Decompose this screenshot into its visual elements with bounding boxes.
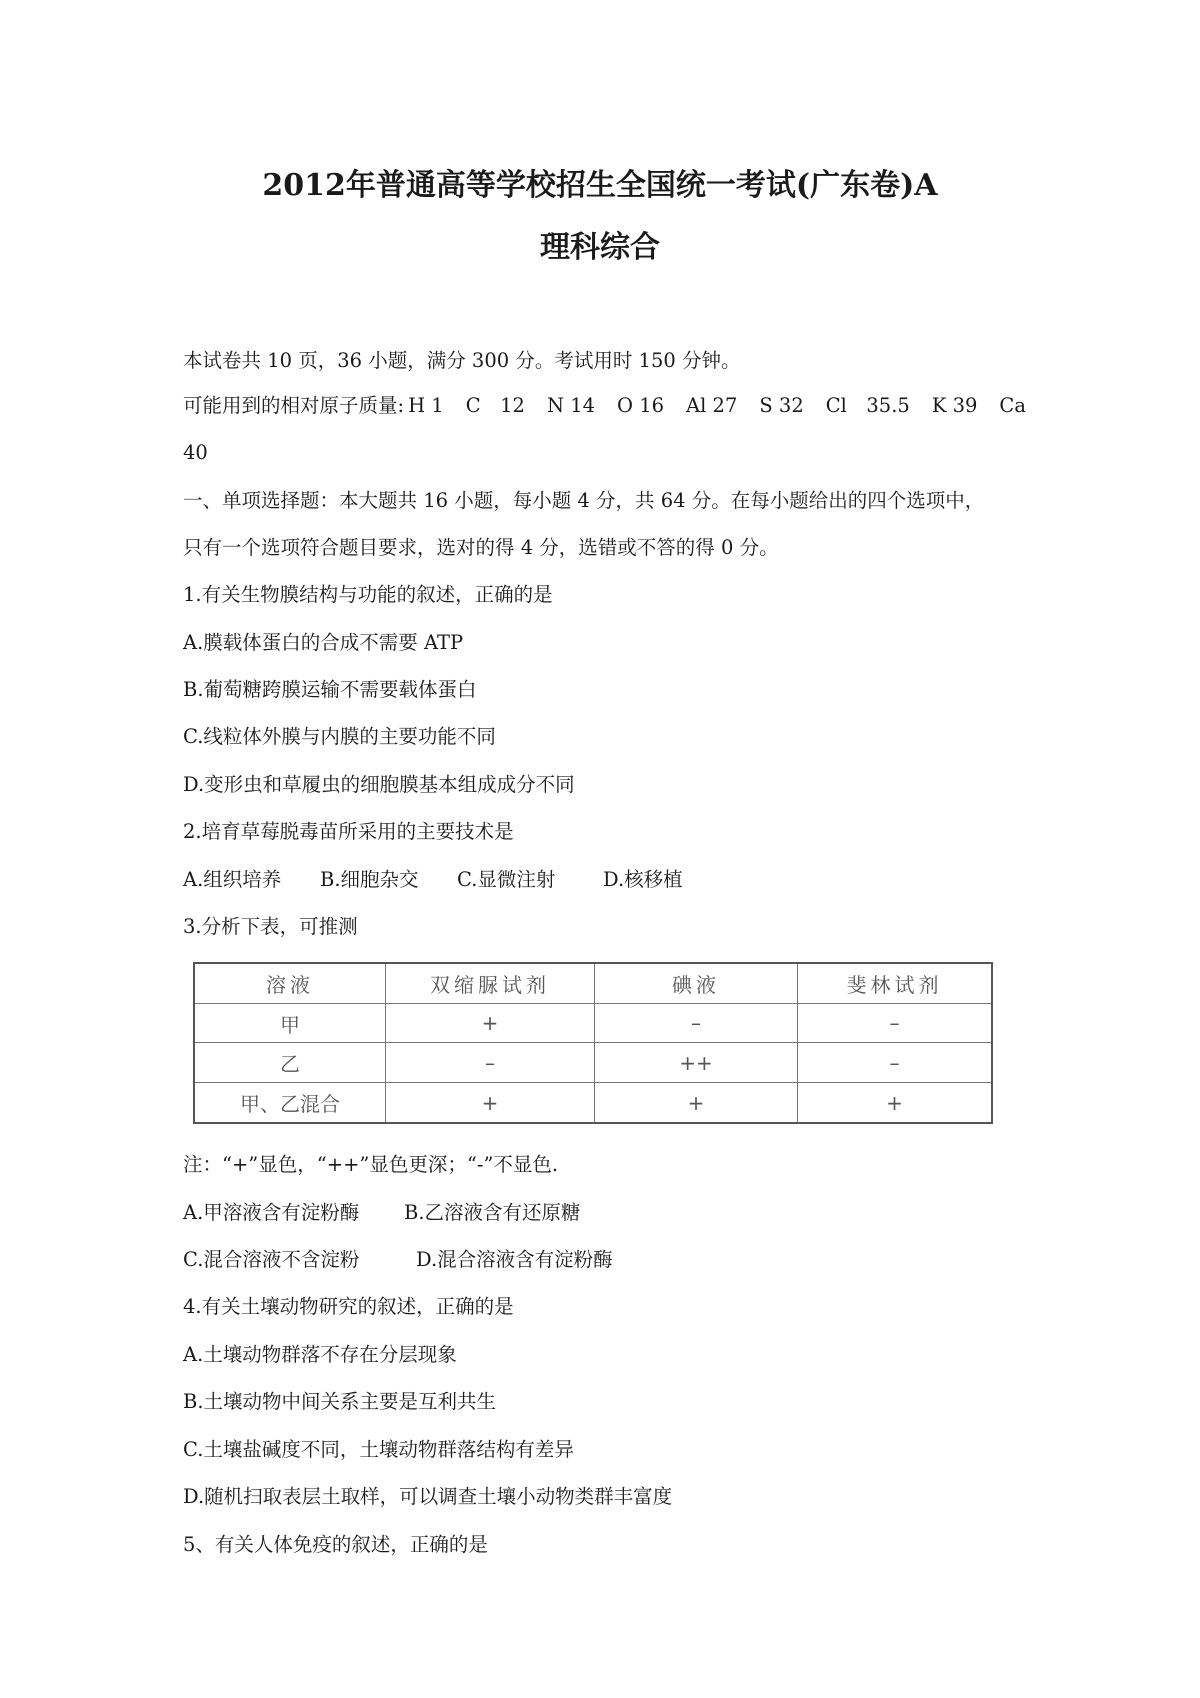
question-5-stem: 5、有关人体免疫的叙述，正确的是	[183, 1533, 488, 1556]
atom-mass: Cl 35.5	[825, 394, 910, 417]
question-3-options-row-1	[183, 1203, 581, 1223]
question-4-option-d: D.随机扫取表层土取样，可以调查土壤小动物类群丰富度	[183, 1485, 673, 1508]
atomic-masses-label: 可能用到的相对原子质量:	[183, 394, 405, 417]
table-cell: +	[595, 1083, 798, 1123]
table-cell: –	[386, 1043, 595, 1083]
atom-mass: K 39	[931, 394, 978, 417]
table-row	[194, 1043, 992, 1083]
question-3-stem: 3.分析下表，可推测	[183, 915, 358, 938]
table-cell: –	[798, 1043, 993, 1083]
question-3-option-b: B.乙溶液含有还原糖	[404, 1201, 581, 1224]
table-cell: +	[798, 1083, 993, 1123]
question-3-options-row-2	[183, 1250, 613, 1270]
atom-mass: C 12	[465, 394, 525, 417]
question-2-option-a: A.组织培养	[183, 868, 282, 891]
question-1-stem: 1.有关生物膜结构与功能的叙述，正确的是	[183, 583, 553, 606]
question-1-option-a: A.膜载体蛋白的合成不需要 ATP	[183, 631, 464, 654]
question-4-option-b: B.土壤动物中间关系主要是互利共生	[183, 1390, 497, 1413]
atomic-masses-overflow: 40	[183, 441, 208, 464]
exam-title: 2012年普通高等学校招生全国统一考试(广东卷)A	[262, 168, 938, 203]
atom-mass: N 14	[546, 394, 596, 417]
question-1-option-c: C.线粒体外膜与内膜的主要功能不同	[183, 725, 496, 748]
table-cell: 甲、乙混合	[194, 1083, 386, 1123]
question-2-option-b: B.细胞杂交	[320, 868, 419, 891]
section-instructions-line-2: 只有一个选项符合题目要求，选对的得 4 分，选错或不答的得 0 分。	[183, 536, 779, 559]
question-3-table	[193, 962, 993, 1124]
atom-mass: Ca	[999, 394, 1026, 417]
question-2-option-d: D.核移植	[603, 868, 683, 891]
table-cell: 甲	[194, 1003, 386, 1043]
atom-mass: S 32	[759, 394, 804, 417]
question-3-option-c: C.混合溶液不含淀粉	[183, 1248, 360, 1271]
question-2-option-c: C.显微注射	[457, 868, 556, 891]
table-cell: –	[595, 1003, 798, 1043]
table-cell: 乙	[194, 1043, 386, 1083]
question-2-options	[183, 870, 683, 890]
table-header-row	[194, 963, 992, 1003]
table-cell: –	[798, 1003, 993, 1043]
exam-subtitle: 理科综合	[540, 230, 660, 265]
table-header-cell: 碘液	[595, 963, 798, 1003]
question-4-option-a: A.土壤动物群落不存在分层现象	[183, 1343, 457, 1366]
question-3-option-a: A.甲溶液含有淀粉酶	[183, 1201, 360, 1224]
atom-mass: H 1	[408, 394, 444, 417]
atomic-masses	[183, 396, 1026, 416]
question-3-note: 注：“+”显色，“++”显色更深；“-”不显色.	[183, 1153, 559, 1176]
atom-mass: O 16	[617, 394, 665, 417]
question-4-stem: 4.有关土壤动物研究的叙述，正确的是	[183, 1295, 514, 1318]
section-instructions-line-1: 一、单项选择题：本大题共 16 小题，每小题 4 分，共 64 分。在每小题给出的四个选项中，	[183, 489, 985, 512]
table-row	[194, 1003, 992, 1043]
table-cell: +	[386, 1003, 595, 1043]
table-cell: ++	[595, 1043, 798, 1083]
exam-info: 本试卷共 10 页，36 小题，满分 300 分。考试用时 150 分钟。	[183, 349, 741, 372]
question-3-option-d: D.混合溶液含有淀粉酶	[416, 1248, 613, 1271]
question-1-option-b: B.葡萄糖跨膜运输不需要载体蛋白	[183, 678, 477, 701]
question-2-stem: 2.培育草莓脱毒苗所采用的主要技术是	[183, 820, 514, 843]
atom-mass: Al 27	[686, 394, 738, 417]
table-row	[194, 1083, 992, 1123]
table-header-cell: 斐林试剂	[798, 963, 993, 1003]
table-cell: +	[386, 1083, 595, 1123]
question-1-option-d: D.变形虫和草履虫的细胞膜基本组成成分不同	[183, 773, 575, 796]
question-4-option-c: C.土壤盐碱度不同，土壤动物群落结构有差异	[183, 1438, 574, 1461]
table-header-cell: 溶液	[194, 963, 386, 1003]
table-header-cell: 双缩脲试剂	[386, 963, 595, 1003]
